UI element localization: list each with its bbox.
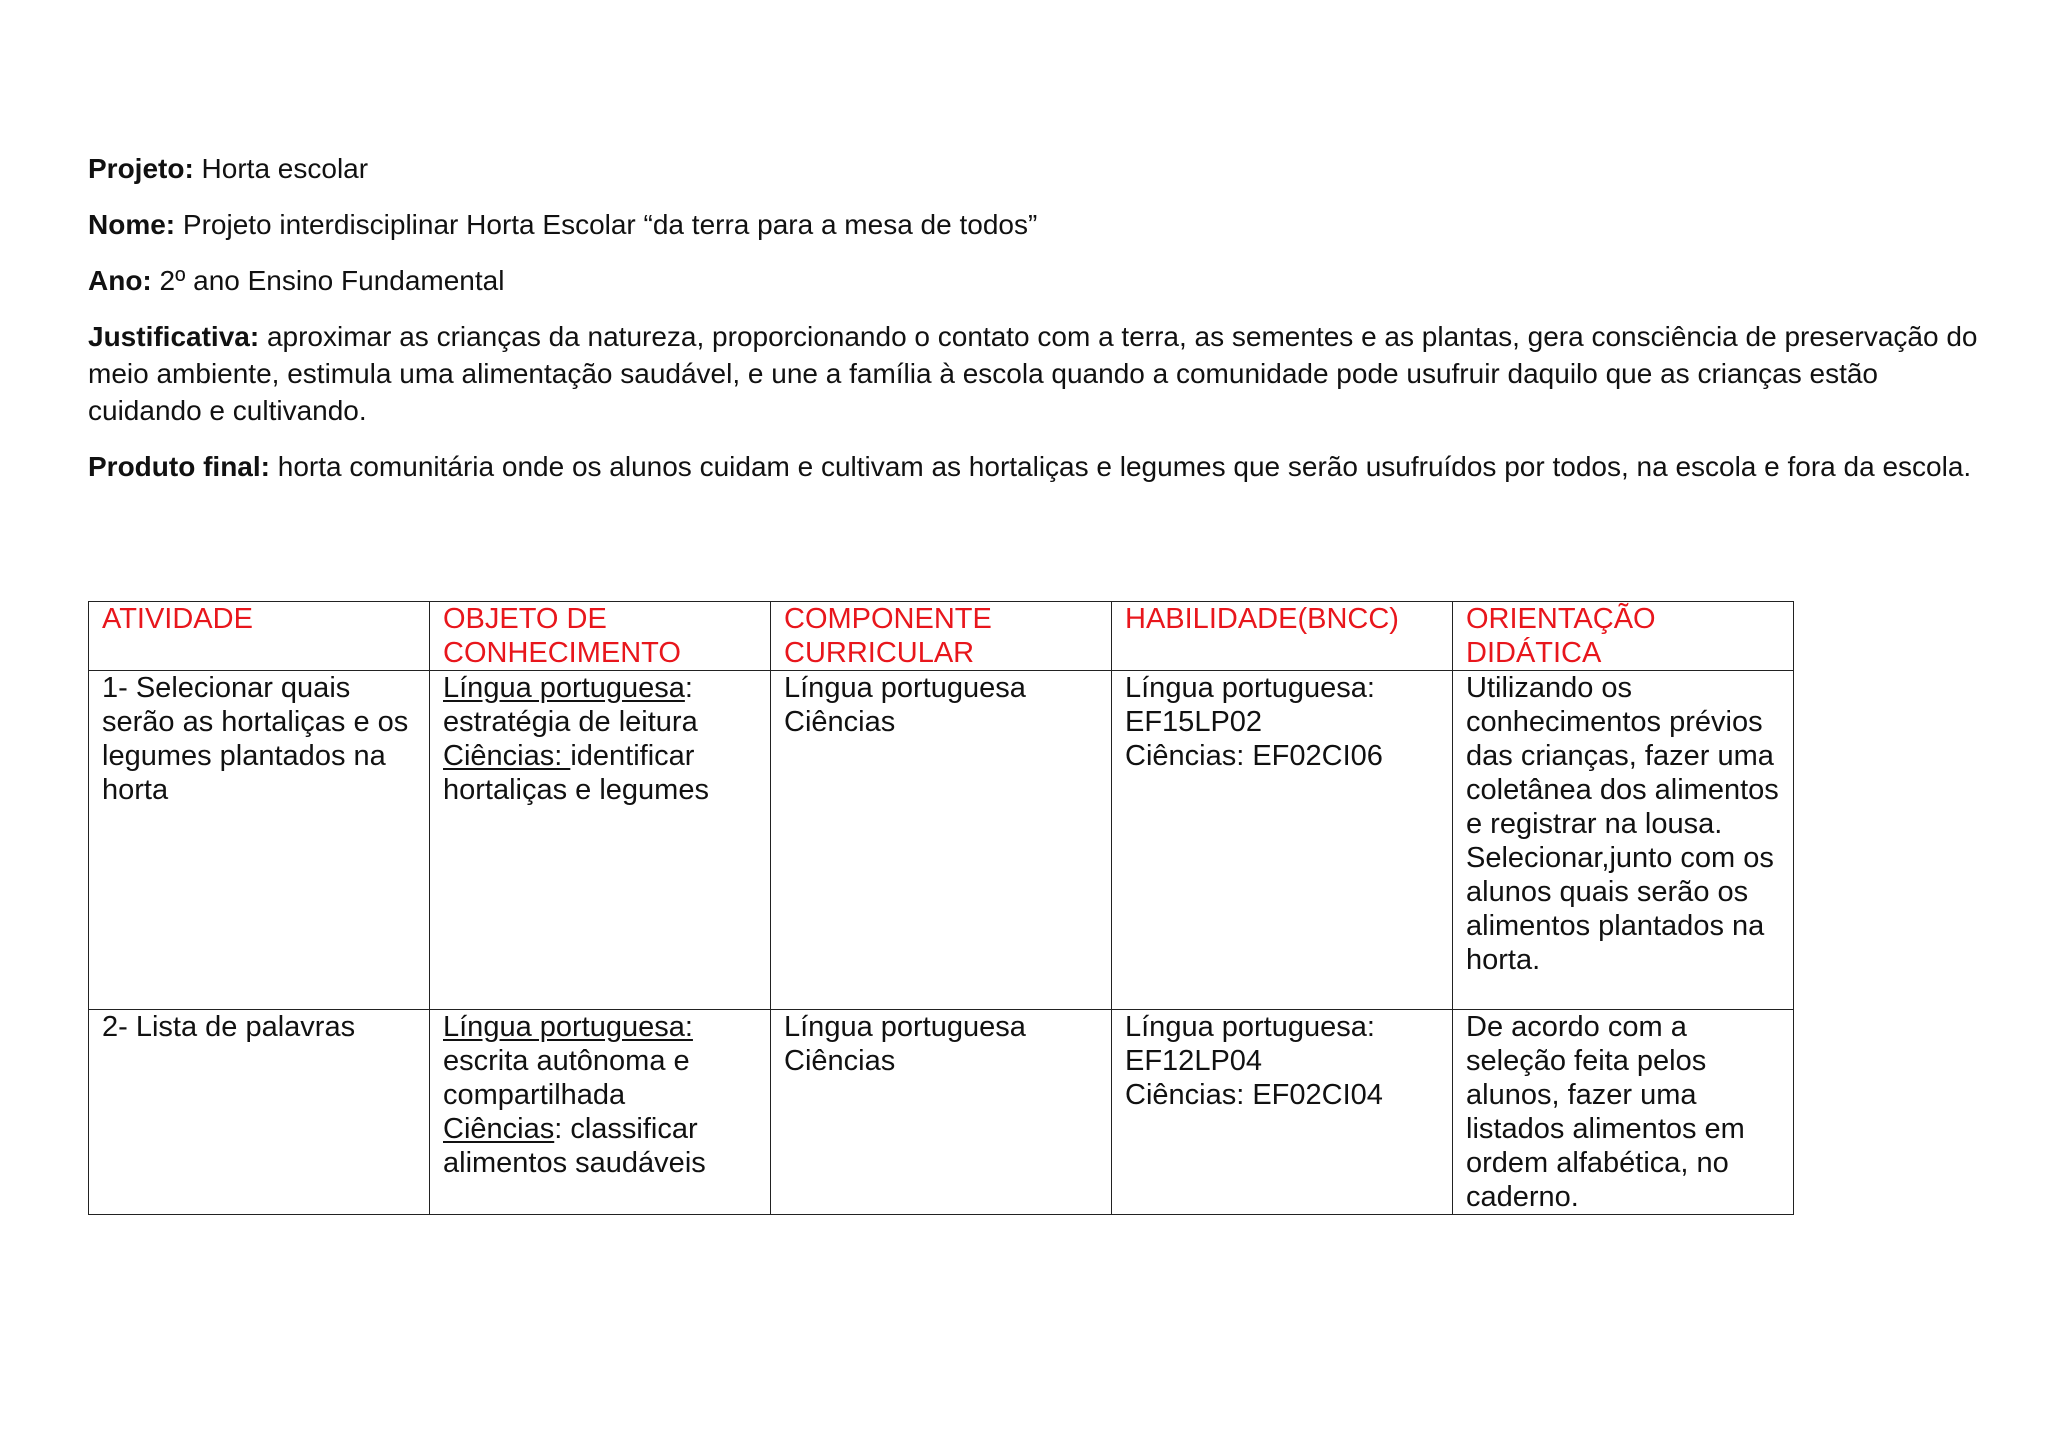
habilidade-line: Ciências: EF02CI04 <box>1125 1079 1383 1111</box>
project-field <box>88 150 1988 187</box>
cell-componente <box>771 671 1112 1010</box>
final-product-field <box>88 448 1988 485</box>
column-header-componente: COMPONENTE CURRICULAR <box>771 602 1112 671</box>
objeto-lp-text: : estratégia de leitura <box>443 672 698 738</box>
cell-objeto <box>430 1010 771 1215</box>
final-product-label: Produto final: <box>88 451 270 482</box>
habilidade-line: Língua portuguesa: <box>1125 672 1375 704</box>
cell-componente <box>771 1010 1112 1215</box>
habilidade-line: Ciências: EF02CI06 <box>1125 740 1383 772</box>
cell-atividade: 1- Selecionar quais serão as hortaliças e os legumes plantados na horta <box>89 671 430 1010</box>
column-header-orientacao: ORIENTAÇÃO DIDÁTICA <box>1453 602 1794 671</box>
justification-field <box>88 318 1988 429</box>
table-row <box>89 671 1794 1010</box>
year-field <box>88 262 1988 299</box>
year-value: 2º ano Ensino Fundamental <box>151 265 505 296</box>
cell-atividade: 2- Lista de palavras <box>89 1010 430 1215</box>
name-value: Projeto interdisciplinar Horta Escolar “da terra para a mesa de todos” <box>175 209 1038 240</box>
objeto-lp-text: escrita autônoma e compartilhada <box>443 1045 690 1111</box>
project-label: Projeto: <box>88 153 194 184</box>
habilidade-line: EF12LP04 <box>1125 1045 1263 1077</box>
final-product-value: horta comunitária onde os alunos cuidam e cultivam as hortaliças e legumes que serão usufruídos por todos, na escola e fora da escola. <box>269 451 1972 482</box>
objeto-ci-label: Ciências: <box>443 740 571 772</box>
habilidade-line: Língua portuguesa: <box>1125 1011 1375 1043</box>
table-header-row <box>89 602 1794 671</box>
project-value: Horta escolar <box>193 153 369 184</box>
cell-orientacao: Utilizando os conhecimentos prévios das crianças, fazer uma coletânea dos alimentos e registrar na lousa. Selecionar,junto com os alunos quais serão os alimentos plantados na horta. <box>1453 671 1794 1010</box>
column-header-objeto: OBJETO DE CONHECIMENTO <box>430 602 771 671</box>
componente-line: Língua portuguesa <box>784 1011 1026 1043</box>
componente-line: Língua portuguesa <box>784 672 1026 704</box>
column-header-atividade: ATIVIDADE <box>89 602 430 671</box>
activity-table <box>88 601 1794 1215</box>
objeto-lp-label: Língua portuguesa: <box>443 1011 693 1043</box>
habilidade-line: EF15LP02 <box>1125 706 1263 738</box>
objeto-ci-text: : classificar alimentos saudáveis <box>443 1113 706 1179</box>
name-field <box>88 206 1988 243</box>
cell-orientacao: De acordo com a seleção feita pelos alunos, fazer uma listados alimentos em ordem alfabética, no caderno. <box>1453 1010 1794 1215</box>
justification-label: Justificativa: <box>88 321 260 352</box>
objeto-ci-text: identificar hortaliças e legumes <box>443 740 709 806</box>
objeto-lp-label: Língua portuguesa <box>443 672 685 704</box>
document-header <box>88 150 1988 504</box>
componente-line: Ciências <box>784 1045 896 1077</box>
cell-objeto <box>430 671 771 1010</box>
column-header-habilidade: HABILIDADE(BNCC) <box>1112 602 1453 671</box>
name-label: Nome: <box>88 209 176 240</box>
table-row <box>89 1010 1794 1215</box>
justification-value: aproximar as crianças da natureza, proporcionando o contato com a terra, as sementes e as plantas, gera consciência de preservação do meio ambiente, estimula uma alimentação saudável, e une a família à escola quando a comunidade pode usufruir daquilo que as crianças estão cuidando e cultivando. <box>88 321 1978 426</box>
objeto-ci-label: Ciências <box>443 1113 555 1145</box>
year-label: Ano: <box>88 265 152 296</box>
cell-habilidade <box>1112 1010 1453 1215</box>
componente-line: Ciências <box>784 706 896 738</box>
cell-habilidade <box>1112 671 1453 1010</box>
